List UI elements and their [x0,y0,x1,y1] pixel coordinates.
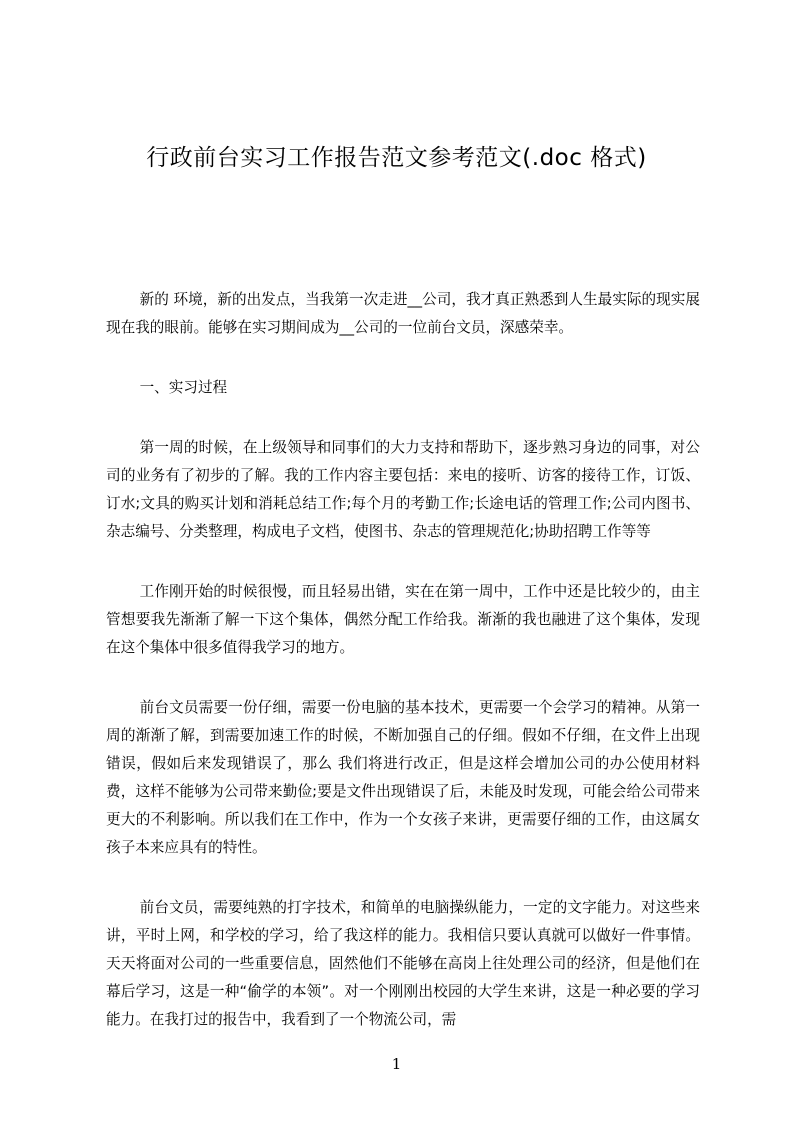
paragraph-skills: 前台文员，需要纯熟的打字技术，和简单的电脑操纵能力，一定的文字能力。对这些来讲，平时上网，和学校的学习，给了我这样的能力。我相信只要认真就可以做好一件事情。天天将面对公司的一些重要信息，固然他们不能够在高岗上往处理公司的经济，但是他们在幕后学习，这是一种“偷学的本领”。对一个刚刚出校园的大学生来讲，这是一种必要的学习能力。在我打过的报告中，我看到了一个物流公司，需 [106,899,700,1028]
paragraph-intro: 新的 环境，新的出发点，当我第一次走进__公司，我才真正熟悉到人生最实际的现实展现在我的眼前。能够在实习期间成为__公司的一位前台文员，深感荣幸。 [106,291,700,336]
paragraph-first-week: 第一周的时候，在上级领导和同事们的大力支持和帮助下，逐步熟习身边的同事，对公司的业务有了初步的了解。我的工作内容主要包括：来电的接听、访客的接待工作，订饭、订水;文具的购买计划和消耗总结工作;每个月的考勤工作;长途电话的管理工作;公司内图书、杂志编号、分类整理，构成电子文档，使图书、杂志的管理规范化;协助招聘工作等等 [106,439,700,540]
document-title: 行政前台实习工作报告范文参考范文(.doc 格式) [146,145,647,171]
paragraph-carefulness: 前台文员需要一份仔细，需要一份电脑的基本技术，更需要一个会学习的精神。从第一周的渐渐了解，到需要加速工作的时候，不断加强自己的仔细。假如不仔细，在文件上出现错误，假如后来发现错误了，那么 我们将进行改正，但是这样会增加公司的办公使用材料费，这样不能够为公司带来勤俭;要是文件出现错误了后，未能及时发现，可能会给公司带来更大的不利影响。所以我们在工作中，作为一个女孩子来讲，更需要仔细的工作，由这属女孩子本来应具有的特性。 [106,699,700,856]
section-heading-internship-process: 一、实习过程 [139,379,228,396]
page-number: 1 [391,1055,402,1073]
paragraph-start-of-work: 工作刚开始的时候很慢，而且轻易出错，实在在第一周中，工作中还是比较少的，由主管想要我先渐渐了解一下这个集体，偶然分配工作给我。渐渐的我也融进了这个集体，发现在这个集体中很多值得我学习的地方。 [106,583,700,656]
document-body [106,286,700,1066]
